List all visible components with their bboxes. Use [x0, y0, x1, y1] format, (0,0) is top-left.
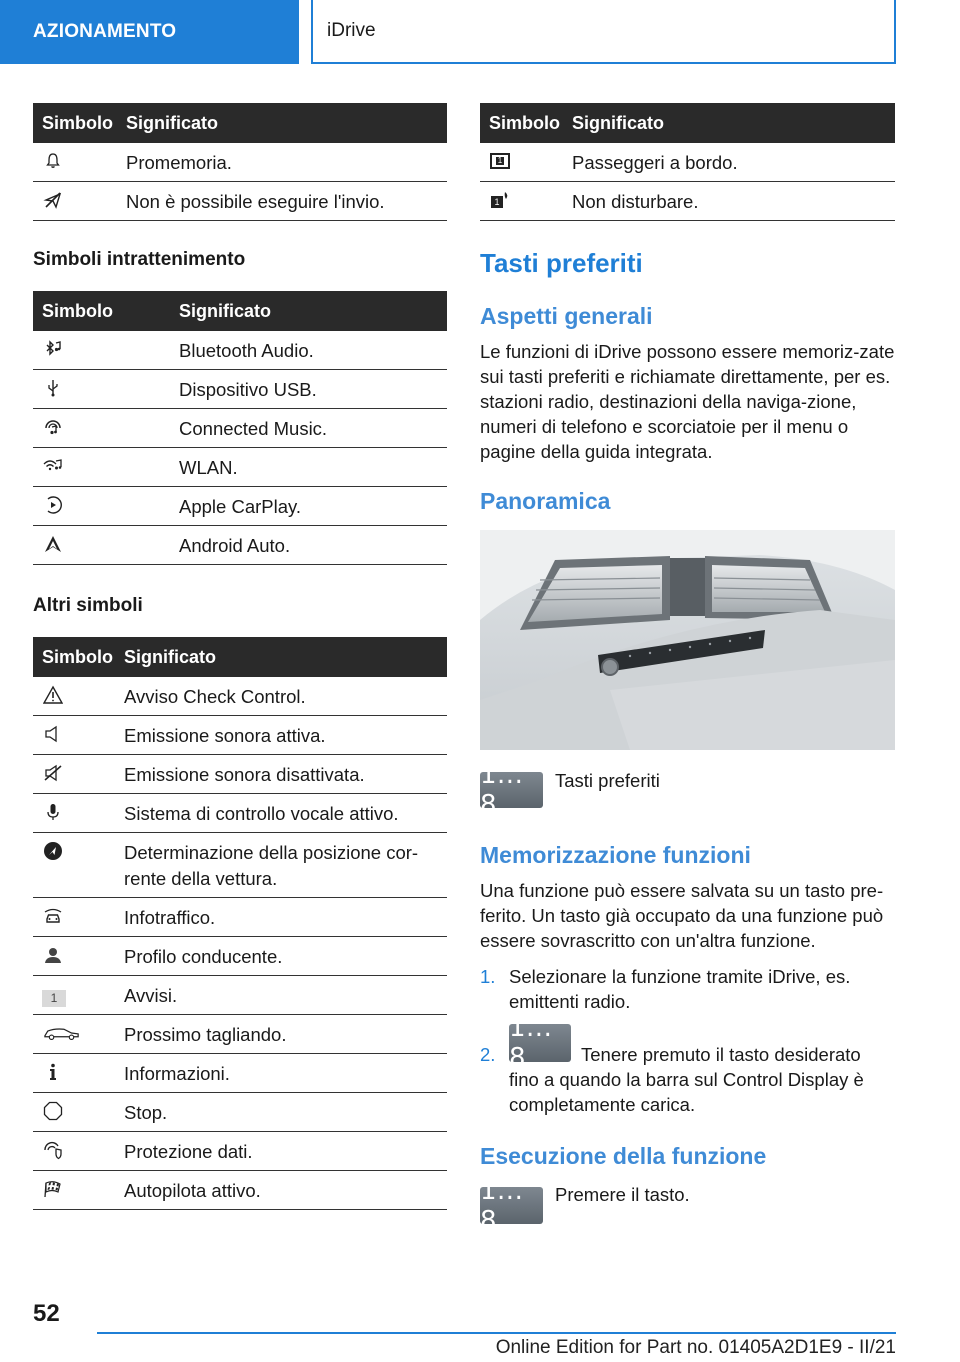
- col-symbol-header: Simbolo: [489, 112, 560, 133]
- table-header: [480, 103, 895, 143]
- warning-triangle-icon: [42, 684, 64, 706]
- android-auto-icon: [42, 533, 64, 555]
- info-icon: [42, 1061, 64, 1083]
- table-row: [480, 182, 895, 221]
- table-header: [33, 103, 447, 143]
- favorites-title: Tasti preferiti: [480, 248, 643, 278]
- table-row: [33, 526, 447, 565]
- chapter-title: iDrive: [327, 20, 376, 41]
- col-symbol-header: Simbolo: [42, 300, 113, 321]
- row-text: Autopilota attivo.: [124, 1180, 261, 1201]
- row-text: WLAN.: [179, 457, 238, 478]
- col-meaning-header: Significato: [572, 112, 665, 133]
- row-text: Connected Music.: [179, 418, 328, 439]
- row-text: Prossimo tagliando.: [124, 1024, 287, 1045]
- symbols-table-passengers: [480, 103, 895, 221]
- favorite-buttons-caption: Tasti preferiti: [555, 770, 660, 791]
- row-text: Sistema di controllo vocale attivo.: [124, 803, 399, 824]
- store-text: Una funzione può essere salvata su un tasto pre-ferito. Un tasto già occupato da una funzione può essere sovrascritto con un'altra funzione.: [480, 880, 884, 951]
- do-not-disturb-badge: 1: [491, 196, 503, 208]
- row-text: Avvisi.: [124, 985, 178, 1006]
- row-text: Determinazione della posizione cor-rente della vettura.: [124, 842, 419, 889]
- wlan-icon: [42, 455, 64, 477]
- speaker-icon: [42, 723, 64, 745]
- step-2-number: 2.: [480, 1044, 496, 1065]
- table-row: [33, 331, 447, 370]
- row-text: Protezione dati.: [124, 1141, 253, 1162]
- general-heading: Aspetti generali: [480, 303, 653, 329]
- row-text: Non disturbare.: [572, 191, 699, 212]
- row-text: Emissione sonora attiva.: [124, 725, 326, 746]
- speaker-muted-icon: [42, 762, 64, 784]
- step-2-text: Tenere premuto il tasto desiderato fino a quando la barra sul Control Display è completamente carica.: [509, 1044, 864, 1115]
- table-row: [33, 898, 447, 937]
- row-text: Android Auto.: [179, 535, 291, 556]
- table-row: [33, 755, 447, 794]
- row-text: Emissione sonora disattivata.: [124, 764, 365, 785]
- usb-icon: [42, 377, 64, 399]
- row-text: Stop.: [124, 1102, 168, 1123]
- table-row: [33, 143, 447, 182]
- table-row: [33, 716, 447, 755]
- table-row: [33, 1015, 447, 1054]
- apple-carplay-icon: [42, 494, 64, 516]
- data-protection-icon: [42, 1139, 64, 1161]
- driver-profile-icon: [42, 944, 64, 966]
- symbols-table-general: [33, 103, 447, 221]
- row-text: Non è possibile eseguire l'invio.: [126, 191, 385, 212]
- table-row: [33, 976, 447, 1015]
- traffic-info-icon: [42, 905, 64, 927]
- do-not-disturb-icon: [489, 189, 511, 211]
- other-symbols-heading: Altri simboli: [33, 595, 143, 616]
- step-1-number: 1.: [480, 966, 496, 987]
- table-row: [33, 1132, 447, 1171]
- exec-heading: Esecuzione della funzione: [480, 1143, 767, 1169]
- symbols-table-other: [33, 637, 447, 1210]
- table-row: [33, 409, 447, 448]
- section-title: AZIONAMENTO: [33, 21, 177, 42]
- dashboard-photo: [480, 530, 895, 750]
- table-row: [33, 677, 447, 716]
- table-row: [33, 1054, 447, 1093]
- col-meaning-header: Significato: [124, 646, 217, 667]
- microphone-icon: [42, 801, 64, 823]
- row-text: Promemoria.: [126, 152, 232, 173]
- section-tab: [0, 0, 299, 64]
- notification-badge-icon: [42, 988, 66, 1010]
- row-text: Bluetooth Audio.: [179, 340, 314, 361]
- table-row: [33, 448, 447, 487]
- col-meaning-header: Significato: [126, 112, 219, 133]
- table-row: [33, 937, 447, 976]
- table-row: [33, 182, 447, 221]
- row-text: Avviso Check Control.: [124, 686, 306, 707]
- table-row: [33, 370, 447, 409]
- row-text: Informazioni.: [124, 1063, 230, 1084]
- row-text: Infotraffico.: [124, 907, 216, 928]
- favorite-buttons-image: 1... 8: [509, 1024, 571, 1062]
- table-header: [33, 637, 447, 677]
- symbols-table-entertainment: [33, 291, 447, 565]
- connected-music-icon: [42, 416, 64, 438]
- favorite-buttons-image: 1... 8: [480, 1187, 543, 1224]
- table-row: [33, 487, 447, 526]
- table-row: [33, 833, 447, 898]
- position-arrow-icon: [42, 840, 64, 862]
- table-row: [33, 1093, 447, 1132]
- bluetooth-audio-icon: [42, 338, 64, 360]
- overview-heading: Panoramica: [480, 488, 611, 514]
- col-meaning-header: Significato: [179, 300, 272, 321]
- stop-icon: [42, 1100, 64, 1122]
- favorite-buttons-image: 1... 8: [480, 772, 543, 808]
- col-symbol-header: Simbolo: [42, 646, 113, 667]
- table-header: [33, 291, 447, 331]
- row-text: Passeggeri a bordo.: [572, 152, 738, 173]
- step-1-text: Selezionare la funzione tramite iDrive, es. emittenti radio.: [509, 966, 851, 1012]
- chapter-tab: [311, 0, 896, 64]
- page-number: 52: [33, 1300, 60, 1327]
- row-text: Profilo conducente.: [124, 946, 283, 967]
- general-text: Le funzioni di iDrive possono essere memoriz-zate sui tasti preferiti e richiamate direttamente, per es. stazioni radio, destinazioni della naviga-zione, numeri di telefono e scorciatoie per il menu o pagine della guida integrata.: [480, 341, 895, 462]
- row-text: Apple CarPlay.: [179, 496, 302, 517]
- edition-footer: Online Edition for Part no. 01405A2D1E9 - II/21: [495, 1337, 896, 1358]
- exec-text: Premere il tasto.: [555, 1184, 690, 1205]
- store-heading: Memorizzazione funzioni: [480, 842, 751, 868]
- table-row: [480, 143, 895, 182]
- autopilot-flag-icon: [42, 1178, 64, 1200]
- passengers-badge: 1: [497, 156, 503, 165]
- bell-icon: [42, 150, 64, 172]
- col-symbol-header: Simbolo: [42, 112, 113, 133]
- row-text: Dispositivo USB.: [179, 379, 317, 400]
- passengers-icon: [489, 150, 511, 172]
- footer-divider: [97, 1332, 896, 1334]
- table-row: [33, 794, 447, 833]
- car-service-icon: [42, 1022, 82, 1044]
- table-row: [33, 1171, 447, 1210]
- send-disabled-icon: [42, 189, 64, 211]
- entertainment-heading: Simboli intrattenimento: [33, 249, 246, 270]
- notification-badge: 1: [42, 990, 66, 1007]
